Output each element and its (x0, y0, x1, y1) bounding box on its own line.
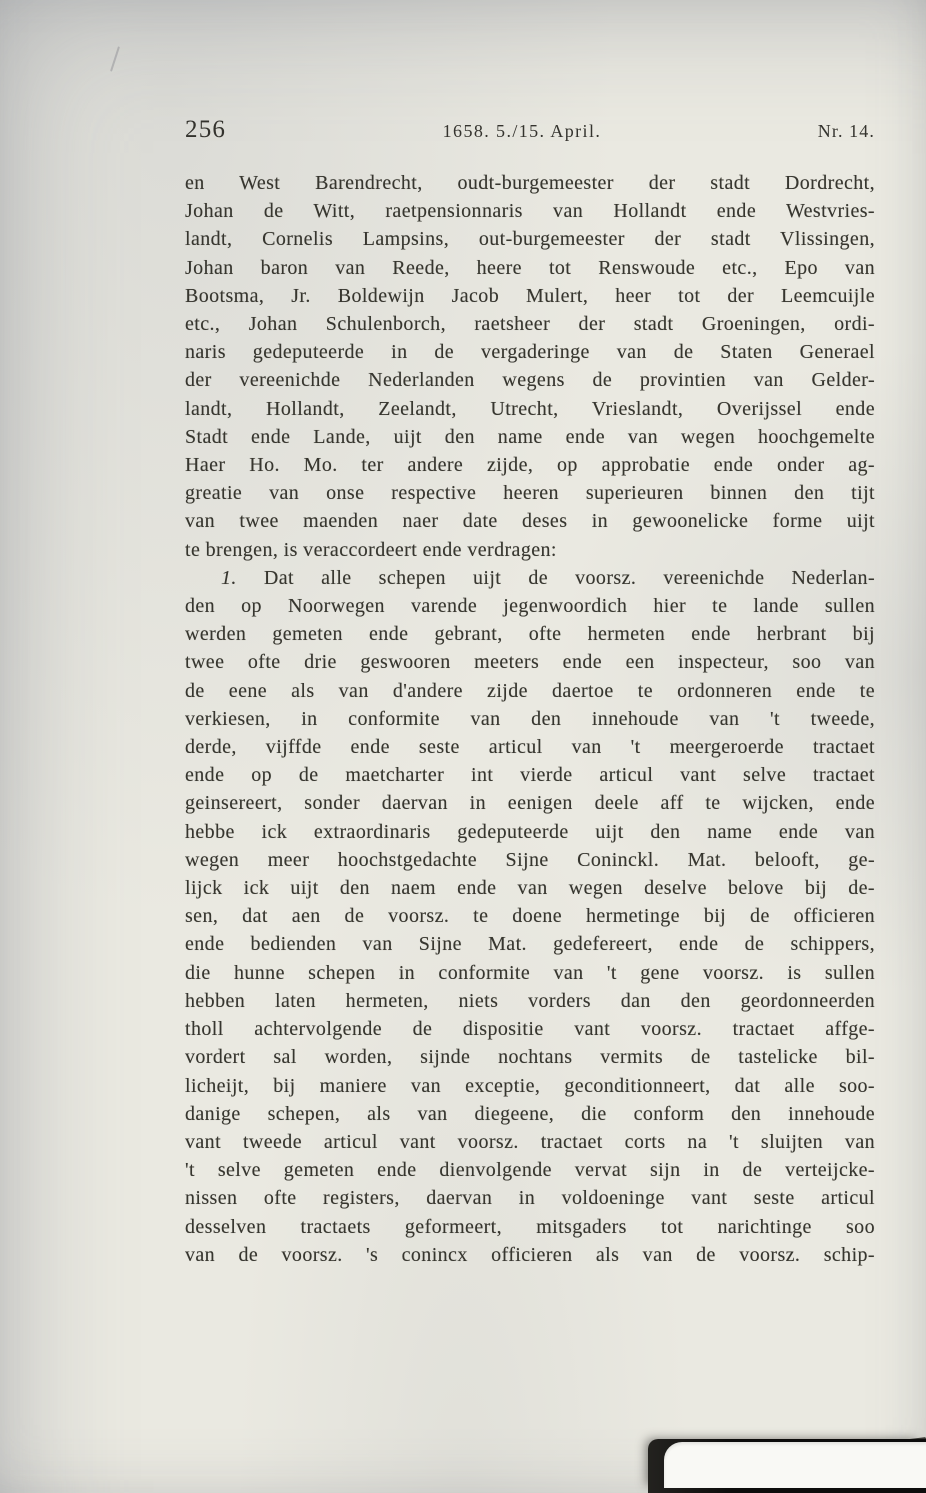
page-number: 256 (185, 116, 227, 143)
text-line: nissen ofte registers, daervan in voldoeninge vant seste articul (185, 1187, 875, 1210)
text-line: 't selve gemeten ende dienvolgende vervat sijn in de verteijcke- (185, 1159, 875, 1182)
text-line: Haer Ho. Mo. ter andere zijde, op approbatie ende onder ag- (185, 454, 875, 477)
text-line: landt, Hollandt, Zeelandt, Utrecht, Vrieslandt, Overijssel ende (185, 397, 875, 420)
text-line: licheijt, bij maniere van exceptie, geconditionneert, dat alle soo- (185, 1074, 875, 1097)
text-line: te brengen, is veraccordeert ende verdragen: (185, 538, 557, 561)
text-line: geinsereert, sonder daervan in eenigen deele aff te wijcken, ende (185, 792, 875, 815)
text-line: wegen meer hoochstgedachte Sijne Coninckl. Mat. belooft, ge- (185, 848, 875, 871)
text-line: derde, vijffde ende seste articul van 't meergeroerde tractaet (185, 736, 875, 759)
text-line: twee ofte drie geswooren meeters ende een inspecteur, soo van (185, 651, 875, 674)
header-date: 1658. 5./15. April. (442, 121, 602, 141)
text-line: Johan baron van Reede, heere tot Renswoude etc., Epo van (185, 256, 875, 279)
text-line: desselven tractaets geformeert, mitsgaders tot narichtinge soo (185, 1215, 875, 1238)
text-line: lijck ick uijt den naem ende van wegen deselve belove bij de- (185, 877, 875, 900)
pencil-mark-artifact (110, 46, 120, 71)
page-header (185, 116, 875, 144)
text-line: 1. Dat alle schepen uijt de voorsz. vereenichde Nederlan- (221, 566, 875, 589)
text-line: hebbe ick extraordinaris gedeputeerde uijt den name ende van (185, 820, 875, 843)
text-line: Stadt ende Lande, uijt den name ende van wegen hoochgemelte (185, 425, 875, 448)
text-line: vant tweede articul vant voorsz. tractaet corts na 't sluijten van (185, 1130, 875, 1153)
document-number: Nr. 14. (817, 121, 875, 141)
text-line: etc., Johan Schulenborch, raetsheer der stadt Groeningen, ordi- (185, 313, 875, 336)
text-line: verkiesen, in conformite van den innehoude van 't tweede, (185, 707, 875, 730)
text-line: de eene als van d'andere zijde daertoe te ordonneren ende te (185, 679, 875, 702)
text-block (185, 169, 875, 1269)
text-line: danige schepen, als van diegeene, die conform den innehoude (185, 1102, 875, 1125)
text-line: naris gedeputeerde in de vergaderinge van de Staten Generael (185, 341, 875, 364)
text-line: ende op de maetcharter int vierde articul vant selve tractaet (185, 764, 875, 787)
text-line: Johan de Witt, raetpensionnaris van Hollandt ende Westvries- (185, 200, 875, 223)
text-line: landt, Cornelis Lampsins, out-burgemeester der stadt Vlissingen, (185, 228, 875, 251)
text-line: Bootsma, Jr. Boldewijn Jacob Mulert, heer tot der Leemcuijle (185, 284, 875, 307)
white-card-corner-artifact (664, 1442, 926, 1488)
text-line: greatie van onse respective heeren superieuren binnen den tijt (185, 482, 875, 505)
text-line: hebben laten hermeten, niets vorders dan den geordonneerden (185, 989, 875, 1012)
text-line: tholl achtervolgende de dispositie vant voorsz. tractaet affge- (185, 1018, 875, 1041)
text-line: ende bedienden van Sijne Mat. gedefereert, ende de schippers, (185, 933, 875, 956)
text-line: sen, dat aen de voorsz. te doene hermetinge bij de officieren (185, 905, 875, 928)
text-line: die hunne schepen in conformite van 't gene voorsz. is sullen (185, 961, 875, 984)
text-line: vordert sal worden, sijnde nochtans vermits de tastelicke bil- (185, 1046, 875, 1069)
text-line: den op Noorwegen varende jegenwoordich hier te lande sullen (185, 595, 875, 618)
text-line: werden gemeten ende gebrant, ofte hermeten ende herbrant bij (185, 623, 875, 646)
text-line: van de voorsz. 's conincx officieren als van de voorsz. schip- (185, 1243, 875, 1266)
text-line: van twee maenden naer date deses in gewoonelicke forme uijt (185, 510, 875, 533)
text-line: der vereenichde Nederlanden wegens de provintien van Gelder- (185, 369, 875, 392)
text-line: en West Barendrecht, oudt-burgemeester der stadt Dordrecht, (185, 172, 875, 194)
